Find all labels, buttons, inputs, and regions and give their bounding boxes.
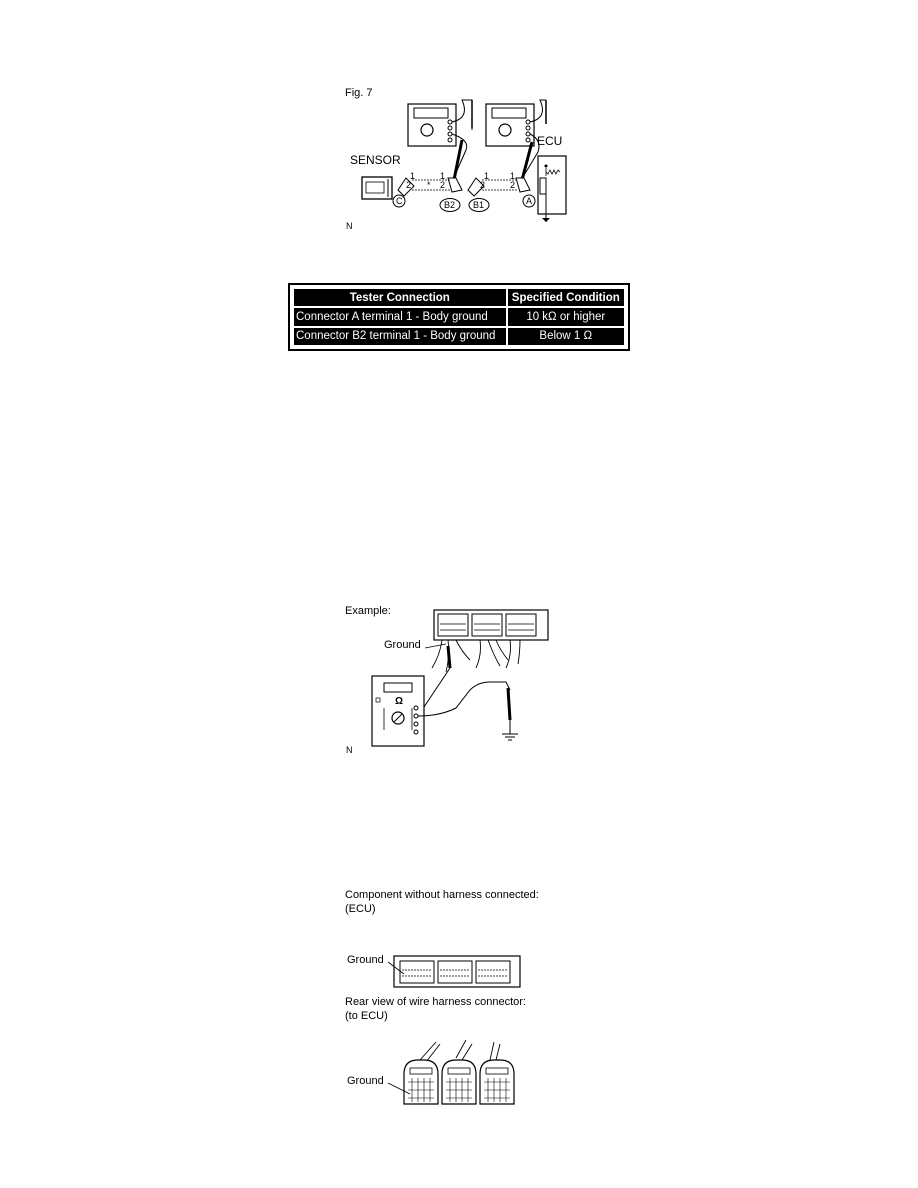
- twisted-star: *: [427, 180, 431, 190]
- sensor-label: SENSOR: [350, 153, 401, 167]
- conn-c-label: C: [396, 196, 403, 206]
- component-ground-label: Ground: [347, 954, 384, 966]
- pin-b2-1: 1: [440, 171, 446, 181]
- rear-view-ground-label: Ground: [347, 1075, 384, 1087]
- pin-a-2: 2: [510, 180, 516, 190]
- cell-connection: Connector A terminal 1 - Body ground: [294, 308, 506, 325]
- component-title-line1: Component without harness connected:: [345, 889, 539, 901]
- fig7-title: Fig. 7: [345, 87, 373, 99]
- pin-c-2: 2: [406, 180, 412, 190]
- pin-c-1: 1: [410, 171, 416, 181]
- conn-a-label: A: [526, 196, 533, 206]
- component-title-line2: (ECU): [345, 903, 376, 915]
- example-footnote: N: [346, 745, 353, 755]
- rear-view-title-line2: (to ECU): [345, 1010, 388, 1022]
- pin-b2-2: 2: [440, 180, 446, 190]
- cell-connection: Connector B2 terminal 1 - Body ground: [294, 328, 506, 345]
- header-tester-connection: Tester Connection: [294, 289, 506, 306]
- ohm-symbol: Ω: [395, 696, 404, 707]
- cell-condition: Below 1 Ω: [508, 328, 624, 345]
- cell-condition: 10 kΩ or higher: [508, 308, 624, 325]
- rear-view-title-line1: Rear view of wire harness connector:: [345, 996, 526, 1008]
- header-specified-condition: Specified Condition: [508, 289, 624, 306]
- conn-b1-label: B1: [473, 200, 485, 210]
- example-ground-label: Ground: [384, 639, 421, 651]
- ecu-label: ECU: [537, 134, 563, 148]
- fig7-footnote: N: [346, 221, 353, 231]
- pin-b1-2: 2: [480, 180, 486, 190]
- conn-b2-label: B2: [444, 200, 456, 210]
- example-title: Example:: [345, 605, 391, 617]
- pin-b1-1: 1: [484, 171, 490, 181]
- pin-a-1: 1: [510, 171, 516, 181]
